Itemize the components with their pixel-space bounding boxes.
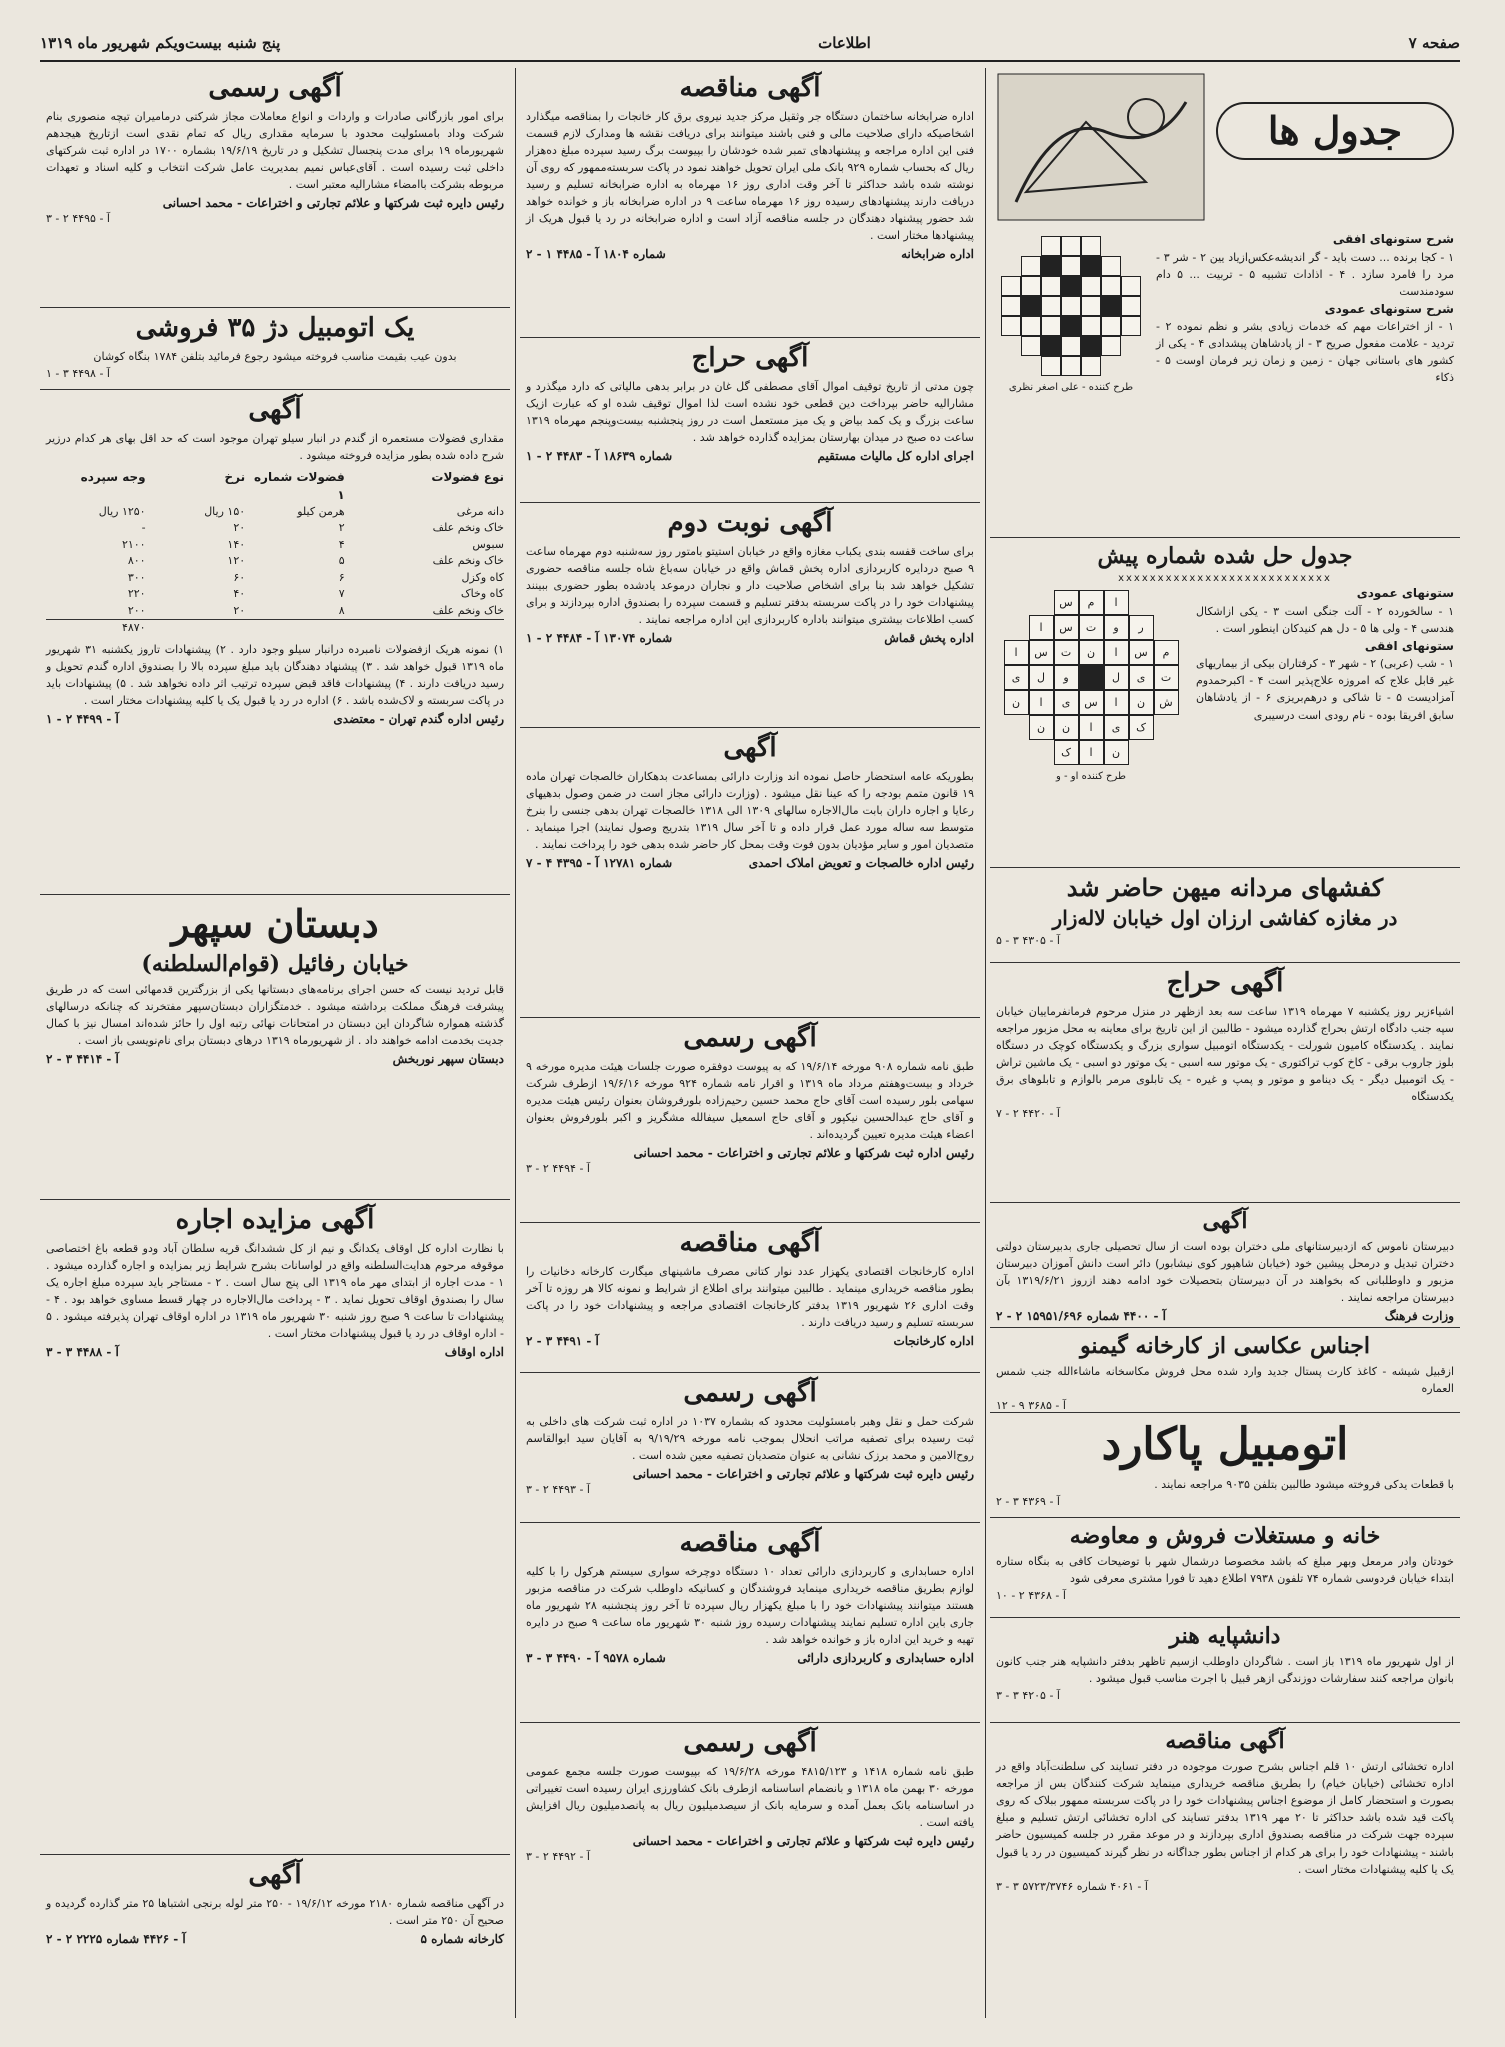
table-cell: ۷	[338, 587, 345, 601]
factory-tender-text: اداره کارخانجات اقتصادی یکهزار عدد نوار کتانی مصرف ماشینهای میگارت کارخانه دخانیات را بطور مناقصه خریداری مینماید . طالبین میتوانند برای اطلاع از شرایط و نمونه کالا هر روزه تا آخر وقت اداری ۲۶ شهریور ۱۳۱۹ بدفتر کارخانجات اقتصادی مراجعه و پیشنهادات خود را در پاکت سربسته تسلیم و رسید دریافت دارند .	[526, 1264, 974, 1330]
glass-company-signature: رئیس اداره ثبت شرکتها و علائم تجارتی و اختراعات - محمد احسانی	[633, 1146, 974, 1161]
solved-title: جدول حل شده شماره پیش	[1097, 543, 1353, 569]
column-middle	[520, 68, 980, 2018]
tax-auction-signature: اجرای اداره کل مالیات مستقیم	[817, 449, 974, 464]
factory-tender-title: آگهی مناقصه	[679, 1228, 821, 1258]
sepehr-school-ad	[40, 895, 510, 1200]
dotted-rule: xxxxxxxxxxxxxxxxxxxxxxxxxxx	[1118, 573, 1332, 585]
shoes-subtitle: در مغازه کفاشی ارزان اول خیابان لاله‌زار	[1052, 905, 1398, 930]
auction-text: اشیاءزیر روز یکشنبه ۷ مهرماه ۱۳۱۹ ساعت سه بعد ازظهر در منزل مرحوم فرمانفرماییان خیابان سپه جنب دادگاه ارتش بحراج گذارده میشود - طالبین از این تاریخ برای معاینه به محل مزبور مراجعه نمایند . یکدستگاه کامیون شورلت - یکدستگاه اتومبیل سواری بزرگ و یکدستگاه کوچک در دستگاه بلوز جاروب برقی - کاخ کوب تراکتوری - یک موتور سه اسبی - یک موتور دو اسبی - یک ماشین تراش - یک اتومبیل دیگر - یک دینامو و موتور و پمپ و غیره - یک تابلوی مرمر بالوازم و تابلوهای برق یکدستگاه	[996, 1004, 1454, 1104]
transport-company-ref: آ - ۴۴۹۳ ۲ - ۳	[526, 1483, 590, 1497]
grain-waste-notes: ۱) نمونه هریک ازفضولات نامبرده درانبار سیلو وجود دارد . ۲) پیشنهادات تاروز یکشنبه ۳۱ شهریور ماه ۱۳۱۹ قبول خواهد شد . ۳) پیشنهاد دهندگان باید مبلغ سپرده بالا را بصندوق اداره گندم تحویل و رسید دریافت دارند . ۴) پیشنهادات فاقد قبض سپرده ترتیب اثر داده نخواهد شد . ۵) پیشنهادات باید در پاکت سربسته و لاک‌شده باشد . ۶) اداره در رد یا قبول یک یا کلیه پیشنهادات مختار است .	[46, 642, 505, 708]
factory-tender	[520, 1223, 980, 1373]
school-notice	[990, 1203, 1460, 1328]
lease-auction-title: آگهی مزایده اجاره	[175, 1205, 375, 1235]
real-estate-text: خودتان وادر مرمعل وبهر مبلغ که باشد مخصوصا درشمال شهر با توضیحات کافی به بنگاه ستاره ابتداء خیابان فردوسی شماره ۷۴ تلفون ۷۹۳۸ اطلاع دهید تا فورا مشتری معرفی شود	[996, 1555, 1454, 1586]
mint-tender-text: اداره ضرابخانه ساختمان دستگاه جر وثقیل مرکز جدید نیروی برق کار خانجات را بمناقصه میگذارد اشخاصیکه دارای صلاحیت مالی و فنی باشند میتوانند برای دریافت نقشه ها ومدارک لازم قسمت فنی این اداره مراجعه و پیشنهادهای تمبر شده خودشان را بپیوست برگ رسید سپرده مبلغ ده‌هزار ریال که بحساب شماره ۹۲۹ بانک ملی ایران تحویل خواهند نمود در پاکت سربسته‌ممهور که روی آن نوشته شده باشد حداکثر تا آخر وقت اداری روز ۱۶ مهرماه به اداره ضرابخانه تسلیم و رسید دریافت دارند پیشنهادهای رسیده روز ۱۶ مهرماه ساعت ۹ در اداره ضرابخانه باز و خوانده خواهد شد حضور پیشنهاد دهندگان در جلسه مناقصه آزاد است و اداره ضرابخانه در رد یا قبول هریک از پیشنهادها مختار است .	[526, 109, 975, 243]
table-row	[46, 537, 504, 554]
table-cell: ۵	[338, 554, 345, 568]
page-number: صفحه ۷	[1408, 34, 1460, 52]
table-cell: ۱۴۰	[227, 537, 246, 551]
crown-lands-signature: رئیس اداره خالصجات و تعویض املاک احمدی	[748, 856, 974, 871]
table-head: فضولات شماره ۱	[253, 469, 345, 502]
crown-lands-title: آگهی	[723, 733, 777, 763]
vedad-company-signature: رئیس دایره ثبت شرکتها و علائم تجارتی و اختراعات - محمد احسانی	[162, 196, 504, 211]
packard-ad	[990, 1413, 1460, 1518]
table-cell: کاه وکزل	[461, 570, 504, 584]
lease-auction-text: با نظارت اداره کل اوقاف یکدانگ و نیم از کل ششدانگ قریه سلطان آباد ودو قطعه باغ اختصاصی موقوفه مرحوم هدایت‌السلطنه واقع در لواسانات بشرح شرایط زیر بمزایده و اجاره گذارده میشود . ۱ - مدت اجاره از ابتدای مهر ماه ۱۳۱۹ الی پنج سال است . ۲ - مستاجر باید سپرده مبلغ اجاره یک سال را بصندوق اوقاف تحویل نماید . ۳ - پرداخت مال‌الاجاره در چهار قسط مساوی خواهد بود . ۴ - پیشنهادات تا ساعت ۹ صبح روز شنبه ۳۰ شهریور ماه ۱۳۱۹ در اداره اوقاف تهران پذیرفته میشود . ۵ - اداره اوقاف در رد یا قبول پیشنهادات مختار است .	[46, 1241, 504, 1341]
correction-title: آگهی	[248, 1860, 302, 1890]
puzzle-illustration	[996, 72, 1206, 222]
car-sale-title: یک اتومبیل دژ ۳۵ فروشی	[135, 313, 415, 343]
second-notice-signature: اداره پخش قماش	[884, 631, 974, 646]
table-row	[46, 586, 504, 603]
sepehr-school-text: قابل تردید نیست که حسن اجرای برنامه‌های دبستانها یکی از بزرگترین قدمهائی است که در طریق پیشرفت فرهنگ مملکت برداشته میشود . خدمتگزاران دبستان‌سپهر مفتخرند که چنانکه درسالهای گذشته همواره شاگردان این دبستان در امتحانات نهائی رتبه اول را حائز شده‌اند امسال نیز با کمال جدیت بخدمت ادامه خواهند داد . از شهریورماه ۱۳۱۹ درهای دبستان برای نام‌نویسی باز است .	[46, 982, 504, 1047]
table-row	[46, 570, 504, 587]
crossword-designer: طرح کننده - علی اصغر نظری	[1008, 382, 1134, 393]
lease-auction-ref: آ - ۴۴۸۸ ۳ - ۳	[46, 1345, 119, 1360]
agri-bank-signature: رئیس دایره ثبت شرکتها و علائم تجارتی و اختراعات - محمد احسانی	[632, 1834, 974, 1849]
shoes-ref: آ - ۴۳۰۵ ۳ - ۵	[996, 933, 1060, 947]
factory-tender-ref: آ - ۴۴۹۱ ۳ - ۲	[526, 1334, 599, 1349]
table-row	[46, 603, 504, 620]
table-cell: ۱۵۰ ریال	[204, 504, 246, 518]
shoes-ad	[990, 868, 1460, 963]
transport-company-notice	[520, 1373, 980, 1523]
auction-ad	[990, 963, 1460, 1203]
army-tender-text: اداره تخشائی ارتش ۱۰ قلم اجناس بشرح صورت موجوده در دفتر تسایند کی سلطنت‌آباد واقع در اداره تخشائی (خیابان خیام) را بطریق مناقصه خریداری مینماید شرکت کنندگان بس از مراجعه بصورت و استحضار کامل از موضوع اجناس پیشنهادات خود را در پاکت سربسته ممهور ببلاک که روی پاکت قید شده باشد حداکثر تا ۲۰ مهر ۱۳۱۹ بدفتر تسایند کی اداره تخشائی ارتش تسلیم و مبلغ سپرده جهت شرکت در مناقصه بصندوق اداری بپردازند و در موعد مقرر در جلسه کمیسیون حاضر باشند - پیشنهادات خود را برای هر کدام از اجناس بطور جداگانه در نظر گیرند کمیسیون در رد یا قبول یک یا کلیه پیشنهادات مختار است .	[996, 1760, 1454, 1876]
column-rule	[985, 68, 986, 2018]
crossword-grid	[1001, 236, 1141, 376]
table-cell: خاک ونخم علف	[432, 521, 504, 535]
crown-lands-text: بطوریکه عامه استحضار حاصل نموده اند وزارت دارائی بمساعدت بدهکاران خالصجات تهران ماده ۱۹ قانون متمم بودجه را که عینا نقل میشود . (وزارت دارائی مجاز است در ضمن وصول بدهیهای رعایا و اجاره داران بابت مال‌الاجاره سالهای ۱۳۰۹ الی ۱۳۱۸ خالصجات تهران بدهی جنسی را بنرخ متوسط سه ساله مورد عمل قرار داده و تا آخر سال ۱۳۱۹ بتدریج وصول نمایند) اجرا مینماید . متصدیان امور و سایر مؤدیان بدون فوت وقت بمحل کار حاضر شده بدهی خود را پرداخت نمایند .	[526, 769, 974, 852]
table-cell: ۶۰	[233, 570, 246, 584]
solved-designer: طرح کننده او - و	[1056, 771, 1126, 783]
mint-tender-signature: اداره ضرابخانه	[901, 247, 974, 262]
second-notice-ref: شماره ۱۳۰۷۴ آ - ۴۴۸۴ ۲ - ۱	[526, 631, 673, 646]
school-notice-text: دبیرستان ناموس که ازدبیرستانهای ملی دختران بوده است از سال تحصیلی جاری بدبیرستان دولتی دختران تبدیل و درمحل پیشین خود (خیابان شاهپور کوی نیشابور) دائر است دانش آموزان دبیرستان مزبور و داوطلبانی که بخواهند در آن دبیرستان بتحصیلات خود ادامه دهند ازروز ۱۳۱۹/۶/۲۱ بآن دبیرستان مراجعه نمایند .	[996, 1240, 1454, 1305]
bicycle-tender-signature: اداره حسابداری و کاربردازی دارائی	[797, 1651, 974, 1666]
art-school-ad	[990, 1618, 1460, 1723]
glass-company-text: طبق نامه شماره ۹۰۸ مورخه ۱۹/۶/۱۴ که به پیوست دوفقره صورت جلسات هیئت مدیره مورخه ۹ خرداد و بیست‌وهفتم مرداد ماه ۱۳۱۹ و اقرار نامه شماره ۹۲۴ مورخه ۱۹/۶/۱۶ ازطرف شرکت سهامی بلور رسیده است آقای حاج محمد حسین رحیم‌زاده بلورفروشان بعنوان رئیس هیئت مدیره و آقای حاج عبدالحسین نیکپور و آقای حاج اسمعیل سیفالله مشگریز و اکبر بلورفروش بعنوان اعضاء هیئت مدیره تعیین گردیده‌اند .	[526, 1059, 975, 1142]
down-title: شرح ستونهای عمودی	[1324, 301, 1454, 316]
table-cell: ۴	[338, 537, 345, 551]
second-notice-text: برای ساخت قفسه بندی یکباب مغازه واقع در خیابان استیتو بامتور روز سه‌شنبه دوم مهرماه ساعت ۹ صبح دردایره کاربردازی اداره پخش قماش واقع در خیابان سه‌باغ شاه جلسه مناقصه حضوری تشکیل خواهد شد بنا برای اشخاص صلاحیت دار و نجاران درموعد یادشده بطور حضوری ببینند پیشنهادات خود را در پاکت سربسته بدفتر تسلیم و قسمت سپرده را بصندوق اداره بپردازند و برای کسب اطلاعات بیشتری میتوانند باداره کاربردازی این اداره مراجعه نمایند .	[526, 544, 974, 627]
school-notice-ref: آ - ۴۴۰۰ شماره ۱۵۹۵۱/۶۹۶ ۲ - ۲	[996, 1309, 1166, 1324]
vedad-company-text: برای امور بازرگانی صادرات و واردات و انواع معاملات مجاز شرکتی درمامیران تیچه منصوری بنام شرکت وداد بامسئولیت محدود با سرمایه مقداری ریال که تمام نقدی است ازتاریخ هیجدهم شهریورماه ۱۹ برای مدت پنجسال تشکیل و در تاریخ ۱۹/۶/۱۹ بشماره ۱۷۰۰ در اداره ثبت شرکتهای داخلی ثبت رسیده است . آقای‌عباس نمیم بمدیریت عامل شرکت انتخاب و کلیه اسناد و تعهدات مربوطه بشرکت باامضاء مشارالیه معتبر است .	[46, 109, 505, 192]
table-cell: ۳۰۰	[127, 570, 146, 584]
table-cell: سبوس	[472, 537, 504, 551]
solved-puzzle	[990, 538, 1460, 868]
table-cell: خاک ونخم علف	[432, 603, 504, 617]
photo-supplies-title: اجناس عکاسی از کارخانه گیمنو	[1080, 1333, 1370, 1359]
column-rule	[515, 68, 516, 2018]
bicycle-tender-text: اداره حسابداری و کاربردازی دارائی تعداد ۱۰ دستگاه دوچرخه سواری سیستم هرکول را با کلیه لوازم بطریق مناقصه خریداری مینماید فروشندگان و کسانیکه داوطلب شرکت در مناقصه مزبور هستند میتوانند پیشنهادات خود را با مبلغ یکهزار ریال سپرده تا آخر روز پنجشنبه ۲۸ شهریور ماه جاری باین اداره تسلیم نمایند پیشنهادات رسیده روز شنبه ۳۰ شهریور ماه ساعت ۹ صبح در دایره تهیه و خرید این اداره باز و خوانده خواهد شد .	[526, 1564, 974, 1647]
glass-company-ref: آ - ۴۴۹۴ ۲ - ۳	[526, 1162, 590, 1176]
vedad-company-ref: آ - ۴۴۹۵ ۲ - ۳	[46, 212, 110, 226]
crossword-section	[990, 68, 1460, 538]
table-cell: هرمن کیلو	[297, 504, 345, 518]
table-head: وجه سپرده	[80, 469, 146, 484]
car-sale-text: بدون عیب بقیمت مناسب فروخته میشود رجوع فرمائید بتلفن ۱۷۸۴ بنگاه کوشان	[93, 349, 457, 363]
tax-auction	[520, 338, 980, 503]
real-estate-ref: آ - ۴۳۶۸ ۲ - ۱۰	[996, 1589, 1066, 1603]
army-tender-title: آگهی مناقصه	[1165, 1728, 1285, 1754]
factory-tender-signature: اداره کارخانجات	[893, 1334, 974, 1349]
packard-text: با قطعات یدکی فروخته میشود طالبین بتلفن ۹۰۳۵ مراجعه نمایند .	[1154, 1477, 1454, 1491]
table-cell: ۸	[338, 603, 345, 617]
agri-bank-text: طبق نامه شماره ۱۴۱۸ و ۴۸۱۵/۱۲۳ مورخه ۱۹/۶/۲۸ که بپیوست صورت جلسه مجمع عمومی مورخه ۳۰ بهمن ماه ۱۳۱۸ و بانضمام اساسنامه ازطرف بانک کشاورزی ایران رسیده است تغییراتی در اساسنامه بانک بعمل آمده و سرمایه بانک از سیصدمیلیون ریال به پانصدمیلیون ریال افزایش یافته است .	[526, 1764, 975, 1830]
table-cell: ۱۲۵۰ ریال	[98, 504, 146, 518]
sepehr-school-address: خیابان رفائیل (قوام‌السلطنه)	[141, 950, 409, 977]
issue-date: پنج شنبه بیست‌ویکم شهریور ماه ۱۳۱۹	[40, 34, 281, 52]
table-cell: ۱۲۰	[227, 554, 246, 568]
correction-ref: آ - ۴۴۲۶ شماره ۲۲۲۵ ۲ - ۲	[46, 1931, 186, 1946]
table-row	[46, 520, 504, 537]
table-cell: کاه وخاک	[460, 587, 504, 601]
table-head: نوع فضولات	[431, 469, 504, 484]
correction-signature: کارخانه شماره ۵	[420, 1931, 504, 1946]
crown-lands-notice	[520, 728, 980, 1018]
solved-across-title: ستونهای افقی	[1364, 638, 1454, 653]
vedad-company-notice	[40, 68, 510, 308]
table-cell: -	[141, 521, 146, 535]
table-cell: خاک ونخم علف	[432, 554, 504, 568]
grain-waste-intro: مقداری فضولات مستعمره از گندم در انبار سیلو تهران موجود است که حد اقل بهای هر کدام درزیر شرح داده شده بطور مزایده فروخته میشود .	[46, 431, 504, 462]
table-row	[46, 553, 504, 570]
grain-waste-title: آگهی	[248, 395, 302, 425]
agri-bank-notice	[520, 1723, 980, 2013]
tax-auction-ref: شماره ۱۸۶۳۹ آ - ۴۴۸۳ ۲ - ۱	[526, 449, 673, 464]
sepehr-school-signature: دبستان سپهر نوربخش	[392, 1051, 504, 1066]
army-tender-ad	[990, 1723, 1460, 1913]
grain-waste-signature: رئیس اداره گندم تهران - معتضدی	[333, 712, 504, 727]
real-estate-title: خانه و مستغلات فروش و معاوضه	[1069, 1523, 1381, 1549]
table-total: ۴۸۷۰	[121, 621, 146, 635]
school-notice-signature: وزارت فرهنگ	[1384, 1309, 1454, 1324]
table-cell: ۲	[338, 521, 345, 535]
transport-company-signature: رئیس دایره ثبت شرکتها و علائم تجارتی و اختراعات - محمد احسانی	[632, 1467, 974, 1482]
paper-name: اطلاعات	[818, 34, 871, 52]
table-total-row	[46, 619, 504, 637]
agri-bank-title: آگهی رسمی	[683, 1728, 817, 1758]
auction-title: آگهی حراج	[1166, 968, 1284, 998]
table-cell: ۲۰۰	[127, 603, 146, 617]
photo-supplies-ref: آ - ۳۶۸۵ ۹ - ۱۲	[996, 1399, 1066, 1413]
columns	[40, 68, 1460, 2018]
packard-title: اتومبیل پاکارد	[1101, 1419, 1349, 1470]
across-title: شرح ستونهای افقی	[1332, 232, 1454, 246]
tax-auction-text: چون مدتی از تاریخ توقیف اموال آقای مصطفی گل غان در برابر بدهی مالیاتی که دارد میگذرد و مشارالیه حاضر بپرداخت دین قطعی خود نشده است لذا اموال توقیف شده او که عبارت ازیک ساعت بزرگ و یک کمد بیاض و یک میز مستعمل است در روز پنجشنبه بیست‌وپنجم مهرماه ۱۳۱۹ ساعت ده صبح در میدان بهارستان بمزایده گذارده خواهد شد .	[526, 379, 974, 445]
table-cell: ۸۰۰	[127, 554, 146, 568]
vedad-company-title: آگهی رسمی	[208, 73, 342, 103]
bicycle-tender-title: آگهی مناقصه	[679, 1528, 821, 1558]
art-school-text: از اول شهریور ماه ۱۳۱۹ باز است . شاگردان داوطلب ازسیم تاظهر بدفتر دانشپایه هنر جنب کانون بانوان مراجعه کنند سفارشات دوزندگی ازهر قبیل با اجرت مناسب قبول میشود .	[996, 1655, 1455, 1686]
column-right	[990, 68, 1460, 2018]
table-head: نرخ	[224, 469, 246, 484]
second-notice-title: آگهی نوبت دوم	[667, 508, 833, 538]
table-cell: ۲۲۰	[127, 587, 146, 601]
car-sale-ref: آ - ۴۴۹۸ ۳ - ۱	[46, 366, 110, 380]
grain-waste-auction	[40, 390, 510, 895]
correction-notice	[40, 1855, 510, 1975]
glass-company-notice	[520, 1018, 980, 1223]
tax-auction-title: آگهی حراج	[691, 343, 809, 373]
across-clues: ۱ - کجا برنده ... دست باید - گر اندیشه‌عکس‌ازیاد یین ۲ - شر ۳ - مرد را فامرد سازد . ۴ - اذادات تشبیه ۵ - تربیت ... ۵ دام سودمندست	[1156, 250, 1455, 298]
grain-waste-ref: آ - ۴۴۹۹ ۲ - ۱	[46, 712, 119, 727]
photo-supplies-text: ازقبیل شیشه - کاغذ کارت پستال جدید وارد شده محل فروش مکاسخانه ماشاءالله جنب شمس العماره	[996, 1365, 1454, 1396]
packard-ref: آ - ۴۳۶۹ ۳ - ۲	[996, 1494, 1060, 1508]
solved-grid: ا م س ر و ت س ا م س ا ن ت س ا ت ی ل و ل ی ش ن ا س ی ا ن ک ی ا ن ن ن ا ک	[1004, 590, 1179, 765]
table-cell: ۲۱۰۰	[121, 537, 146, 551]
grain-waste-table	[46, 468, 504, 637]
sepehr-school-ref: آ - ۴۴۱۴ ۳ - ۲	[46, 1051, 119, 1066]
art-school-ref: آ - ۴۲۰۵ ۳ - ۳	[996, 1689, 1060, 1703]
correction-text: در آگهی مناقصه شماره ۲۱۸۰ مورخه ۱۹/۶/۱۲ - ۲۵۰ متر لوله برنجی اشتباها ۲۵ متر گذارده گردیده و صحیح آن ۲۵۰ متر است .	[46, 1896, 504, 1927]
table-cell: ۶	[338, 570, 345, 584]
army-tender-ref: آ - ۴۰۶۱ شماره ۵۷۲۳/۳۷۴۶ ۳ - ۳	[996, 1879, 1148, 1893]
down-clues: ۱ - از اختراعات مهم که خدمات زیادی بشر و نظم نموده ۲ - تردید - علامت مفعول صریح ۳ - از پادشاهان پیشدادی ۴ - یکی از کشور های باستانی جهان - زمین و زمان زیر فرمان اوست ۵ - ذکاء	[1156, 320, 1455, 385]
glass-company-title: آگهی رسمی	[683, 1023, 817, 1053]
school-notice-title: آگهی	[1202, 1208, 1248, 1234]
lease-auction-signature: اداره اوقاف	[444, 1345, 504, 1360]
photo-supplies-ad	[990, 1328, 1460, 1413]
second-notice	[520, 503, 980, 728]
bicycle-tender	[520, 1523, 980, 1723]
table-cell: ۲۰	[233, 521, 246, 535]
page-header	[40, 26, 1460, 62]
lease-auction	[40, 1200, 510, 1855]
transport-company-text: شرکت حمل و نقل وهبر بامسئولیت محدود که بشماره ۱۰۳۷ در اداره ثبت شرکت های داخلی به ثبت رسیده برای تصفیه مراتب انحلال بموجب نامه مورخه ۹/۱۹/۲۹ به آقایان سید ابوالقاسم روح‌الامین و محمد برزک نشانی به عنوان متصدیان تصفیه معین شده است .	[526, 1414, 974, 1462]
crown-lands-ref: شماره ۱۲۷۸۱ آ - ۴۳۹۵ ۴ - ۷	[526, 856, 673, 871]
mint-tender-title: آگهی مناقصه	[679, 73, 821, 103]
table-row	[46, 504, 504, 521]
crossword-title: جدول ها	[1216, 102, 1454, 160]
shoes-title: کفشهای مردانه میهن حاضر شد	[1066, 873, 1384, 902]
real-estate-ad	[990, 1518, 1460, 1618]
solved-down-text: ۱ - سالخورده ۲ - آلت جنگی است ۳ - یکی ازاشکال هندسی ۴ - ولی ها ۵ - دل هم کنیدکان اینطور است .	[1196, 604, 1454, 635]
transport-company-title: آگهی رسمی	[683, 1378, 817, 1408]
art-school-title: دانشپایه هنر	[1169, 1623, 1281, 1649]
mint-tender	[520, 68, 980, 338]
column-left	[40, 68, 510, 2018]
sepehr-school-title: دبستان سپهر	[171, 901, 379, 946]
table-cell: ۴۰	[233, 587, 246, 601]
solved-across-text: ۱ - شب (عربی) ۲ - شهر ۳ - کرفتاران بیکی از بیماریهای غیر قابل علاج که امروزه علاج‌پذیر است ۴ - اکبرحمدوم آمزادیست ۵ - تا شاکی و درهم‌بریزی ۶ - از یادشاهان سابق افریقا بوده - نام رودی است درسیبری	[1196, 657, 1454, 722]
agri-bank-ref: آ - ۴۴۹۲ ۲ - ۳	[526, 1850, 590, 1864]
table-cell: دانه مرغی	[456, 504, 504, 518]
grain-table-header	[46, 468, 504, 504]
solved-down-title: ستونهای عمودی	[1356, 586, 1454, 601]
bicycle-tender-ref: شماره ۹۵۷۸ آ - ۴۴۹۰ ۳ - ۳	[526, 1651, 666, 1666]
table-cell: ۲۰	[233, 603, 246, 617]
mint-tender-ref: شماره ۱۸۰۴ آ - ۴۴۸۵ ۱ - ۲	[526, 247, 666, 262]
auction-ref: آ - ۴۴۲۰ ۲ - ۷	[996, 1107, 1060, 1121]
car-sale-ad	[40, 308, 510, 390]
